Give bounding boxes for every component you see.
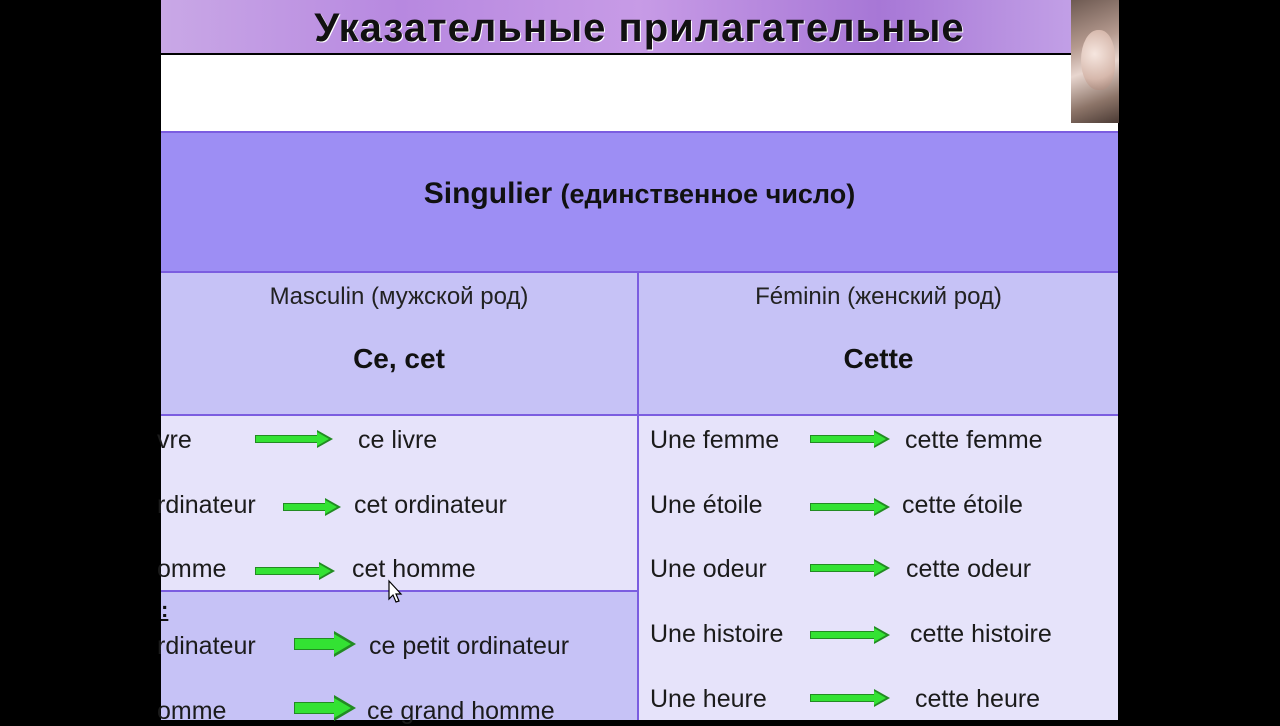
fem-example-3-from: Une odeur: [650, 555, 767, 583]
fem-example-3-to: cette odeur: [906, 555, 1032, 583]
table-header-singular: [161, 131, 1118, 273]
masc-example-1-to: ce livre: [358, 426, 438, 454]
demonstratives-table: [157, 131, 1118, 725]
header-main: Singulier: [423, 177, 553, 210]
masc-example-2-to: cet ordinateur: [354, 491, 507, 519]
fem-example-4-from: Une histoire: [650, 620, 784, 648]
masculine-header-cell: [161, 273, 639, 416]
header-sub: (единственное число): [560, 179, 856, 209]
right-arrow-icon: [810, 691, 890, 705]
section-marker: :: [161, 597, 169, 622]
feminine-label: Féminin (женский род): [755, 283, 1002, 310]
webcam-overlay: [1071, 0, 1119, 123]
masc-adj-example-2-to: ce grand homme: [367, 697, 555, 725]
masculine-label: Masculin (мужской род): [269, 283, 529, 310]
right-arrow-icon: [255, 564, 335, 578]
fem-example-4-to: cette histoire: [910, 620, 1052, 648]
right-arrow-icon: [810, 432, 890, 446]
right-arrow-icon: [294, 633, 356, 655]
mouse-pointer-icon: [388, 580, 402, 604]
masc-example-2-from: rdinateur: [157, 491, 256, 519]
fem-example-5-to: cette heure: [915, 685, 1041, 713]
masc-adj-example-1-from: rdinateur: [157, 632, 256, 660]
right-arrow-icon: [255, 432, 333, 446]
fem-example-5-from: Une heure: [650, 685, 767, 713]
fem-example-1-to: cette femme: [905, 426, 1043, 454]
fem-example-2-from: Une étoile: [650, 491, 763, 519]
right-arrow-icon: [810, 628, 890, 642]
fem-example-2-to: cette étoile: [902, 491, 1023, 519]
presentation-slide: [157, 0, 1118, 725]
feminine-pronouns: Cette: [843, 343, 914, 374]
title-band: [161, 0, 1118, 55]
right-arrow-icon: [810, 561, 890, 575]
right-arrow-icon: [810, 500, 890, 514]
masc-example-3-to: cet homme: [352, 555, 476, 583]
right-arrow-icon: [283, 500, 341, 514]
fem-example-1-from: Une femme: [650, 426, 780, 454]
masculine-pronouns: Ce, cet: [353, 343, 445, 374]
masc-example-3-from: omme: [157, 555, 227, 583]
masc-example-1-from: vre: [157, 426, 192, 454]
masc-adj-example-1-to: ce petit ordinateur: [369, 632, 570, 660]
feminine-header-cell: [639, 273, 1118, 416]
masc-adj-example-2-from: omme: [157, 697, 227, 725]
slide-title: Указательные прилагательные: [314, 6, 965, 50]
right-arrow-icon: [294, 697, 356, 719]
